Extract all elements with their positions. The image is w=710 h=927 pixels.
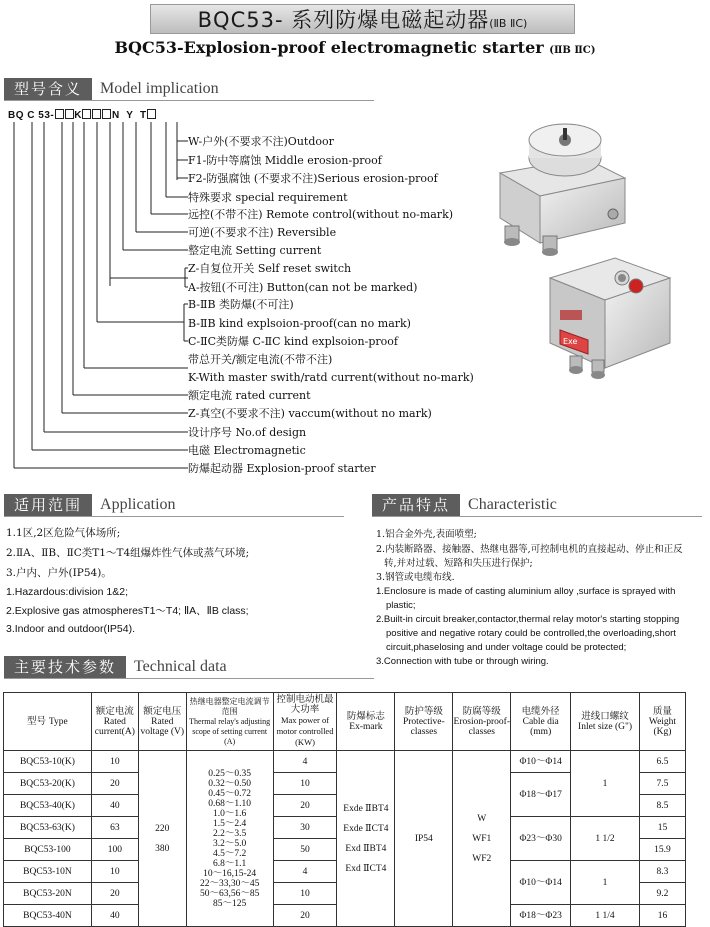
header-type: 型号 Type: [4, 693, 92, 751]
mi-item: A-按钮(不可注) Button(can not be marked): [188, 281, 418, 294]
application-line: 2.ⅡA、ⅡB、ⅡC类T1～T4组爆炸性气体或蒸气环境;: [6, 547, 250, 559]
application-line: 1.1区,2区危险气体场所;: [6, 527, 121, 539]
characteristic-line: circuit,phaselosing and under voltage could be protected;: [386, 642, 627, 653]
divider: [372, 516, 702, 517]
header-protective: 防护等级 Protective-classes: [395, 693, 453, 751]
model-code: BQ C 53- K N Y T: [8, 109, 157, 121]
application-line: 2.Explosive gas atmospheresT1～T4; ⅡA、ⅡB class;: [6, 605, 249, 617]
mi-item: 设计序号 No.of design: [188, 426, 307, 439]
mi-item: B-ⅡB 类防爆(不可注): [188, 298, 294, 311]
mi-item: 电磁 Electromagnetic: [188, 444, 306, 457]
characteristic-line: 1.铝合金外壳,表面喷塑;: [376, 529, 477, 540]
title-en-ex: (ⅡB ⅡC): [549, 45, 596, 56]
header-weight: 质量 Weight (Kg): [639, 693, 685, 751]
mi-item: W-户外(不要求不注)Outdoor: [188, 135, 334, 148]
protective-cell: IP54: [395, 751, 453, 927]
table-row: BQC53-10N 10 4 Φ10～Φ14 1 8.3: [4, 861, 686, 883]
exmark-cell: Exde ⅡBT4 Exde ⅡCT4 Exd ⅡBT4 Exd ⅡCT4: [337, 751, 395, 927]
model-implication-heading: 型号含义 Model implication: [4, 78, 219, 100]
table-header-row: [4, 693, 686, 751]
application-line: 3.户内、户外(IP54)。: [6, 567, 112, 579]
mi-item: C-ⅡC类防爆 C-ⅡC kind explsoion-proof: [188, 335, 398, 348]
characteristic-line: 2.内装断路器、接触器、热继电器等,可控制电机的直接起动、停止和正反: [376, 544, 683, 555]
model-tree-lines: [0, 0, 200, 480]
characteristic-line: 1.Enclosure is made of casting aluminium alloy ,surface is sprayed with: [376, 586, 676, 597]
header-erosion: 防腐等级 Erosion-proof-classes: [453, 693, 511, 751]
mi-item: 可逆(不要求不注) Reversible: [188, 226, 337, 239]
title-cn-ex: (ⅡB ⅡC): [489, 17, 528, 30]
mi-item: 带总开关/额定电流(不带不注): [188, 353, 333, 366]
divider: [4, 678, 374, 679]
characteristic-line: 2.Built-in circuit breaker,contactor,thermal relay motor's starting stopping: [376, 614, 680, 625]
characteristic-heading: 产品特点 Characteristic: [372, 494, 557, 516]
characteristic-line: 转,并对过载、短路和失压进行保护;: [384, 558, 533, 569]
mi-item: 特殊要求 special requirement: [188, 191, 348, 204]
characteristic-line: plastic;: [386, 600, 416, 611]
title-en: BQC53-Explosion-proof electromagnetic starter (ⅡB ⅡC): [114, 38, 596, 57]
table-row: BQC53-100 100 50 15.9: [4, 839, 686, 861]
characteristic-line: 3.Connection with tube or through wiring.: [376, 656, 549, 667]
application-line: 3.Indoor and outdoor(IP54).: [6, 623, 136, 635]
table-row: BQC53-40N 40 20 Φ18～Φ23 1 1/4 16: [4, 905, 686, 927]
header-range: 热继电器整定电流调节范围 Thermal relay's adjusting scope of setting current (A): [186, 693, 273, 751]
header-voltage: 额定电压 Rated voltage (V): [138, 693, 186, 751]
characteristic-line: 3.钢管或电缆布线.: [376, 572, 455, 583]
application-heading: 适用范围 Application: [4, 494, 176, 516]
divider: [4, 516, 344, 517]
mi-item: B-ⅡB kind explsoion-proof(can no mark): [188, 317, 411, 330]
header-current: 额定电流 Rated current(A): [91, 693, 138, 751]
table-row: BQC53-63(K) 63 30 Φ23～Φ30 1 1/2 15: [4, 817, 686, 839]
technical-table: [3, 692, 686, 927]
mi-item: K-With master swith/ratd current(without no-mark): [188, 371, 474, 384]
ex-badge-text: Exe: [563, 337, 578, 346]
mi-item: F1-防中等腐蚀 Middle erosion-proof: [188, 154, 382, 167]
table-row: BQC53-40(K) 40 20 8.5: [4, 795, 686, 817]
mi-item: 额定电流 rated current: [188, 389, 311, 402]
header-power: 控制电动机最大功率 Max power of motor controlled (KW): [273, 693, 337, 751]
table-row: BQC53-20N 20 10 9.2: [4, 883, 686, 905]
title-cn: BQC53- 系列防爆电磁起动器(ⅡB ⅡC): [197, 8, 528, 32]
mi-item: 整定电流 Setting current: [188, 244, 322, 257]
mi-item: F2-防强腐蚀 (不要求不注)Serious erosion-proof: [188, 172, 438, 185]
technical-heading: 主要技术参数 Technical data: [4, 656, 227, 678]
table-row: BQC53-10(K) 10 220 380 0.25～0.35 0.32～0.50 0.45～0.72 0.68～1.10 1.0～1.6 1.5～2.4 2.2～3.5 3.2～5.0 4.5～7.2 6.8～1.1 10～16,15-24 22～33,30～45 50～63,56～85 85～125 4 Exde ⅡBT4 Exde ⅡCT4 Exd ⅡBT4 Exd ⅡCT4 IP54 W WF1 WF2 Φ10～Φ14 1 6.5: [4, 751, 686, 773]
erosion-cell: W WF1 WF2: [453, 751, 511, 927]
table-row: BQC53-20(K) 20 10 Φ18～Φ17 7.5: [4, 773, 686, 795]
characteristic-line: positive and negative rotary could be controlled,the overloading,short: [386, 628, 676, 639]
mi-item: 远控(不带不注) Remote control(without no-mark): [188, 208, 454, 221]
application-line: 1.Hazardous:division 1&2;: [6, 586, 128, 598]
mi-item: Z-自复位开关 Self reset switch: [188, 262, 352, 275]
header-inlet: 进线口螺纹 Inlet size (G"): [571, 693, 640, 751]
range-cell: 0.25～0.35 0.32～0.50 0.45～0.72 0.68～1.10 1.0～1.6 1.5～2.4 2.2～3.5 3.2～5.0 4.5～7.2 6.8～1.1 10～16,15-24 22～33,30～45 50～63,56～85 85～125: [186, 751, 273, 927]
mi-item: 防爆起动器 Explosion-proof starter: [188, 462, 376, 475]
header-exmark: 防爆标志 Ex-mark: [337, 693, 395, 751]
title-bar: [150, 4, 575, 34]
voltage-cell: 220 380: [138, 751, 186, 927]
mi-item: Z-真空(不要求不注) vaccum(without no mark): [188, 407, 432, 420]
header-cable: 电缆外径 Cable dia (mm): [511, 693, 571, 751]
starter-photo-2: [540, 238, 675, 388]
